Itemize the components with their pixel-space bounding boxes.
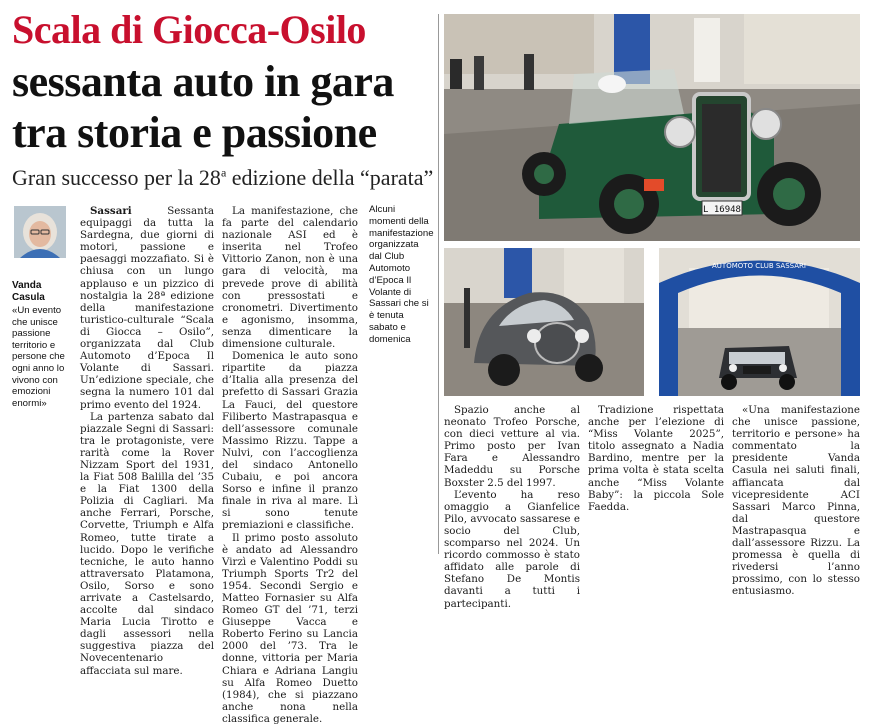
- arrival-arch-illustration: [659, 248, 860, 396]
- author-last-name: Casula: [12, 292, 45, 303]
- article-paragraph: La manifestazione, che fa parte del calendario nazionale ASI ed è inserita nel Trofeo Vittorio Zanon, non è una gara di velocità, ma prevede prove di abilità con pressostati e cronometri. Divertimento e agonismo, insomma, senza dimenticare la dimensione culturale.: [222, 205, 358, 351]
- subtitle-before: Gran successo per la 28: [12, 165, 221, 190]
- arch-banner-text: AUTOMOTO CLUB SASSARI: [712, 262, 806, 270]
- subtitle-superscript: a: [220, 165, 227, 180]
- photo-fiat-topolino: [444, 248, 644, 396]
- photo-green-vintage-car: [444, 14, 860, 241]
- article-paragraph: L’evento ha reso omaggio a Gianfelice Pilo, avvocato sassarese e socio del Club, scomparso nel 2024. Un ricordo commosso è stato affidato alle parole di Stefano De Montis davanti a tutti i partecipanti.: [444, 488, 580, 610]
- article-column-2: [222, 205, 358, 725]
- author-name: [12, 280, 45, 304]
- article-column-1: [80, 205, 214, 677]
- subtitle-after: edizione della “parata”: [226, 165, 434, 190]
- article-paragraph: Domenica le auto sono ripartite da piazza d’Italia alla presenza del prefetto di Sassari Grazia La Fauci, del questore Filiberto Mastrapasqua e dell’assessore comunale Massimo Rizzu. Tappe a Nulvi, con l’accoglienza del sindaco Antonello Cubaiu, e poi ancora Sorso e infine il pranzo finale in riva al mare. Lì si sono tenute premiazioni e classifiche.: [222, 350, 358, 532]
- photo-arrival-arch: [659, 248, 860, 396]
- column-divider: [438, 14, 439, 554]
- article-paragraph: «Una manifestazione che unisce passione, territorio e persone» ha commentato la presidente Vanda Casula nei saluti finali, affiancata dal vicepresidente ACI Sassari Marco Pinna, dal questore Mastrapasqua e dall’assessore Rizzu. La promessa è quella di rivedersi l’anno prossimo, con lo stesso entusiasmo.: [732, 404, 860, 598]
- article-column-5: [732, 404, 860, 598]
- title-line-2: tra storia e passione: [12, 108, 377, 157]
- photo-caption: Alcuni momenti della manifestazione organizzata dal Club Automoto d’Epoca Il Volante di Sassari che si è tenuta sabato e domenica: [369, 204, 434, 345]
- topolino-car-illustration: [444, 248, 644, 396]
- article-paragraph: Tradizione rispettata anche per l’elezione di “Miss Volante 2025”, titolo assegnato a Nadia Bardino, mentre per la prima volta è stata scelta anche “Miss Volante Baby”: la piccola Sole Faedda.: [588, 404, 724, 513]
- dateline: Sassari: [90, 205, 132, 217]
- author-quote: «Un evento che unisce passione territorio e persone che ogni anno lo vivono con emozioni enormi»: [12, 305, 65, 409]
- author-first-name: Vanda: [12, 280, 42, 291]
- kicker-headline: Scala di Giocca-Osilo: [12, 7, 366, 52]
- article-paragraph: Sassari Sessanta equipaggi da tutta la Sardegna, due giorni di motori, passione e paesaggi mozzafiato. Si è chiusa con un lungo applauso e un pizzico di nostalgia la 28ª edizione della manifestazione turistico-culturale “Scala di Giocca – Osilo”, organizzata dal Club Automoto d’Epoca Il Volante di Sassari. Un’edizione speciale, che segna la numero 101 dal primo evento del 1924.: [80, 205, 214, 411]
- article-paragraph: Spazio anche al neonato Trofeo Porsche, con dieci vetture al via. Primo posto per Ivan Fara e Alessandro Madeddu su Porsche Boxster 2.5 del 1997.: [444, 404, 580, 489]
- article-paragraph: La partenza sabato dal piazzale Segni di Sassari: tra le protagoniste, vere rarità come la Rover Nizzam Sport del 1931, la Fiat 508 Balilla del ’35 e la Fiat 1300 della Polizia di Cagliari. Ma anche Ferrari, Porsche, Corvette, Triumph e Alfa Romeo, tutte tirate a lucido. Dopo le verifiche tecniche, le auto hanno attraversato Platamona, Osilo, Sorso e sono arrivate a Castelsardo, accolte dal sindaco Maria Lucia Tirotto e dagli assessori nella suggestiva piazza del Novecentenario affacciata sul mare.: [80, 410, 214, 677]
- author-portrait-icon: [14, 206, 66, 258]
- vintage-car-illustration: [444, 14, 860, 241]
- car-plate-text: L 16948: [703, 205, 741, 215]
- title-line-1: sessanta auto in gara: [12, 57, 394, 106]
- author-avatar: [14, 206, 66, 258]
- article-column-3: [444, 404, 580, 610]
- article-column-4: [588, 404, 724, 513]
- subtitle: [12, 165, 433, 191]
- article-paragraph: Il primo posto assoluto è andato ad Alessandro Virzì e Valentino Poddi su Triumph Sports Tr2 del 1954. Secondi Sergio e Matteo Fornasier su Alfa Romeo GT del ’71, terzi Giuseppe Vacca e Roberto Ferino su Lancia 2000 del ’73. Tra le donne, vittoria per Maria Chiara e Adriana Langiu su Alfa Romeo Duetto (1984), che si piazzano anche nona nella classifica generale.: [222, 531, 358, 725]
